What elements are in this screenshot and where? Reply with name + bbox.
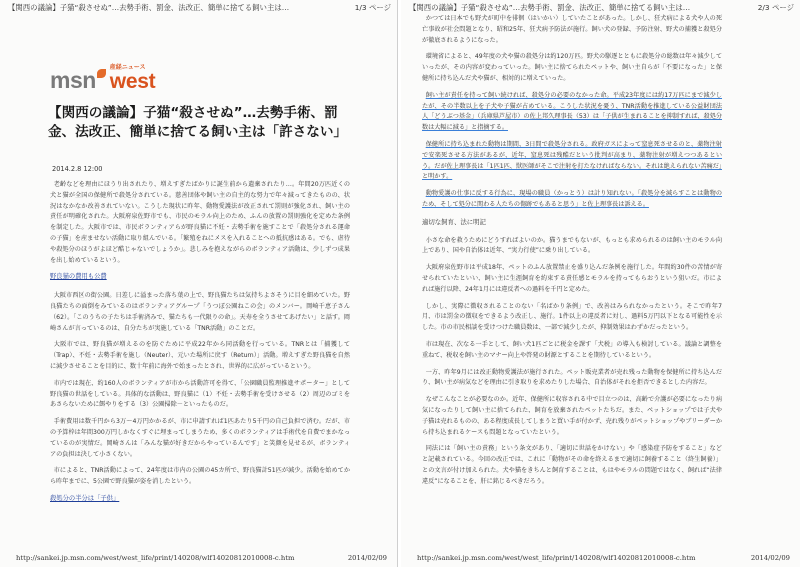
highlighted-paragraph: 動物愛護の仕事に反する行為に、現場の職員（かっとう）は計り知れない。「殺処分を減らすことは動物のため、そして処分に関わる人たちの傷跡でもあると思う」と佐上理事長は訴える。 xyxy=(422,190,722,208)
paragraph: 市内では現在、約160人のボランティアが市から活動許可を得て、「公園職員監理推進サポーター」として野良猫の世話をしている。具体的な活動は、野良猫に（1）不妊・去勢手術を受けさせる（2）周辺のゴミをあさらないために餌やりをする（3）公園掃除－といったものだ。 xyxy=(50,379,350,409)
paragraph: かつては日本でも野犬が町中を徘徊（はいかい）していたことがあった。しかし、狂犬病による犬や人の死亡事故が社会問題となり、昭和25年、狂犬病予防法が施行。飼い犬の登録、予防注射、野犬の捕獲と殺処分が徹底されるようになった。 xyxy=(422,15,722,44)
highlighted-paragraph: 飼い主が責任を持って飼い続ければ、殺処分の必要のなかった命。平成23年度には約17万匹にまで減少したが、その半数以上を子犬や子猫が占めている。こうした状況を憂う、TNR活動を推進している公益財団法人「どうぶつ基金」（兵庫県芦屋市）の佐上邦久理事長（53）は「子供が生まれることを抑制すれば、殺処分数は大幅に減る」と指摘する。 xyxy=(422,91,722,132)
header-title: 【関西の議論】子猫“殺させぬ”…去勢手術、罰金、法改正、簡単に捨てる飼い主は… xyxy=(409,3,691,12)
article-body-continued xyxy=(422,14,722,493)
page-header xyxy=(8,2,391,16)
highlighted-paragraph: 保健所に持ち込まれた動物は期間、3日間で殺処分される。政府ガスによって窒息死させるのと、薬物注射で安楽死させる方法があるが、近年、窒息死は残酷だという批判が高まり、薬物注射が増えつつあるという。だが佐上理事長は「1匹1匹、獣医師がそこで注射を打たなければならない。それは絶えられない苦痛だ」と明かす。 xyxy=(422,140,722,181)
page-1 xyxy=(0,0,398,567)
msn-west-logo xyxy=(50,66,155,92)
header-page-number: 2/3 ページ xyxy=(757,3,794,12)
header-title: 【関西の議論】子猫“殺させぬ”…去勢手術、罰金、法改正、簡単に捨てる飼い主は… xyxy=(8,3,290,12)
header-page-number: 1/3 ページ xyxy=(354,3,391,12)
article-body xyxy=(50,180,350,513)
butterfly-icon xyxy=(97,69,106,78)
article-title: 【関西の議論】子猫“殺させぬ”…去勢手術、罰金、法改正、簡単に捨てる飼い主は「許さない」 xyxy=(48,105,348,140)
footer-date: 2014/02/09 xyxy=(750,554,790,562)
paragraph: 小さな命を救うためにどうすればよいのか。猫うまでもないが、もっとも求められるのは飼い主のモラル向上であり、国や自治体は近年、“実力行使”に乗り出している。 xyxy=(422,236,722,255)
footer-date: 2014/02/09 xyxy=(347,554,387,562)
article-date: 2014.2.8 12:00 xyxy=(52,165,103,173)
logo-west: west xyxy=(109,70,156,93)
logo-tag: 産経ニュース xyxy=(109,64,146,71)
footer-url: http://sankei.jp.msn.com/west/west_life/print/140208/wlf14020812010008-c.htm xyxy=(16,554,295,562)
paragraph: 同法には「飼い主の責務」という条文があり、「適切に世話をかけない」や「感染症予防をすること」などと記載されている。今回の改正では、これに「動物がその命を終えるまで適切に飼養すること（終生飼養）」との文言が付け加えられた。犬や猫をきちんと飼育することは、もはやモラルの問題ではなく、飼れば“法律違反”になることを、肝に銘じるべきだろう。 xyxy=(422,445,722,485)
paragraph: 市によると、TNR活動によって、24年度は市内の公園の45カ所で、野良猫計51匹が減少。活動を始めてから昨年までに、5公園で野良猫が姿を消したという。 xyxy=(50,467,350,486)
page-footer xyxy=(16,554,387,564)
subheading: 野良猫の費用も公費 xyxy=(50,273,107,281)
page-footer xyxy=(417,554,790,564)
paragraph: 老齢などを理由にほうり出されたり、増えすぎたばかりに誕生前から遺棄されたり…。年間20万匹近くの犬と猫が全国の保健所で殺処分されている。慈善団体や飼い主の自主的な努力で年々減ってきたものの、状況はなかなか改善されていない。こうした現状に昨年、動物愛護法が改正されて罰則が強化され、飼い主の責任が明確化された。大阪府泉佐野市でも、市民のモラル向上のため、ふんの放置の罰則強化を定めた条例を制定した。大阪市では、市民ボランティアらが野良猫に不妊・去勢手術を施すことで「殺処分される運命の子猫」を産ませない活動に取り組んでいる。「繁殖をねにメスを入れることへの抵抗感はある。でも、虐待や殺処分のほうがよほど酷じゃないでしょうか」。悲しみを抱えながらのボランティア活動は、少しずつ成果を出し始めているという。 xyxy=(50,181,350,264)
logo-msn: msn xyxy=(50,67,96,93)
paragraph: 大阪府泉佐野市は平成18年、ペットのふん放置禁止を盛り込んだ条例を施行した。年間約30件の苦情が寄せられていたといい、飼い主に生涯飼育を約束する責任感とモラルを持ってもらおうという狙いだ。市によれば施行以降、24年1月には違反者への過料を千円と定めた。 xyxy=(422,264,722,293)
paragraph: 市は現在、次なる一手として、飼い犬1匹ごとに税金を課す「犬税」の導入も検討している。議論と調整を重ねて、税収を飼い主のマナー向上や啓発の財源とすることを期待しているという。 xyxy=(422,340,722,359)
paragraph: なぜこんなことが必要なのか。近年、保健所に収容される中で目立つのは、高齢で介護が必要になったり病気になったりして飼い主に捨てられた、飼育を放棄されたペットたちだ。また、ペットショップでは子犬や子猫は売れるものの、ある程度成長してしまうと買い手が付かず、売れ残りがペットショップやブリーダーから持ち込まれるケースも問題となっていたという。 xyxy=(422,396,722,436)
paragraph: 環境省によると、49年度の犬や猫の殺処分は約120万匹。野犬の駆逐とともに殺処分の総数は年々減少していったが、その内容が変わっていった。飼い主に捨てられたペットや、飼い主自らが「不要になった」と保健所に持ち込んだ犬や猫が、相対的に増えていった。 xyxy=(422,53,722,82)
paragraph: 一方、昨年9月には改正動物愛護法が施行された。ペット販売業者が売れ残った動物を保健所に持ち込んだり、飼い主が病気などを理由に引き取りを求めたりした場合、自治体がそれを拒否できるとした内容だ。 xyxy=(422,368,722,387)
footer-url: http://sankei.jp.msn.com/west/west_life/print/140208/wlf14020812010008-c.htm xyxy=(417,554,696,562)
subheading: 殺処分の半分は「子供」 xyxy=(50,494,120,502)
paragraph: 大阪市西区の街公園。日差しに溢まった落ち葉の上で、野良猫たちは気持ちよさそうに目を細めていた。野良猫たちの面倒をみているのはボランティアグループ「うつぼ公園ねこの会」のメンバー。岡崎千恵子さん（62）。「このうちの子たちは手術済みで、猫たちも一代限りの命」。天寿を全うさせてあげたい」と話す。岡崎さんが言っているのは、自分たちが実施している「TNR活動」のことだ。 xyxy=(50,292,350,332)
paragraph: 手術費用は数千円から3万～4万円かかるが、市に申請すれば1匹あたり5千円の自己負担で済む。だが、市の予算枠は年間300万円しかなくすぐに埋まってしまうため、多くのボランティアは手術代を自費でまかなっているのが実情だ。岡崎さんは「みんな猫が好きだからやっているんです」と笑顔を見せるが、ボランティアの負担は決して小さくない。 xyxy=(50,418,350,458)
paragraph: 大阪市では、野良猫が増えるのを防ぐために平成22年から同活動を行っている。TNRとは「捕獲して（Trap）、不妊・去勢手術を施し（Neuter）、元いた場所に戻す（Return）」活動。増えすぎた野良猫を自然に減少させることを目的に、数十年前に海外で始まったとされ、世界的に広がっているという。 xyxy=(50,341,350,370)
subheading: 適切な飼育、法に明記 xyxy=(422,217,486,226)
paragraph: しかし、実際に徴収されることのない「名ばかり条例」で、改善はみられなかったという。そこで昨年7月、市は罰金の徴収をできるよう改正し、施行。1件以上の違反者に対し、過料5万円以下となる可能性を示した。市の市民相談を受けつけた職員数は、一部で減少したが、抑制効果はわずかだったという。 xyxy=(422,302,722,332)
